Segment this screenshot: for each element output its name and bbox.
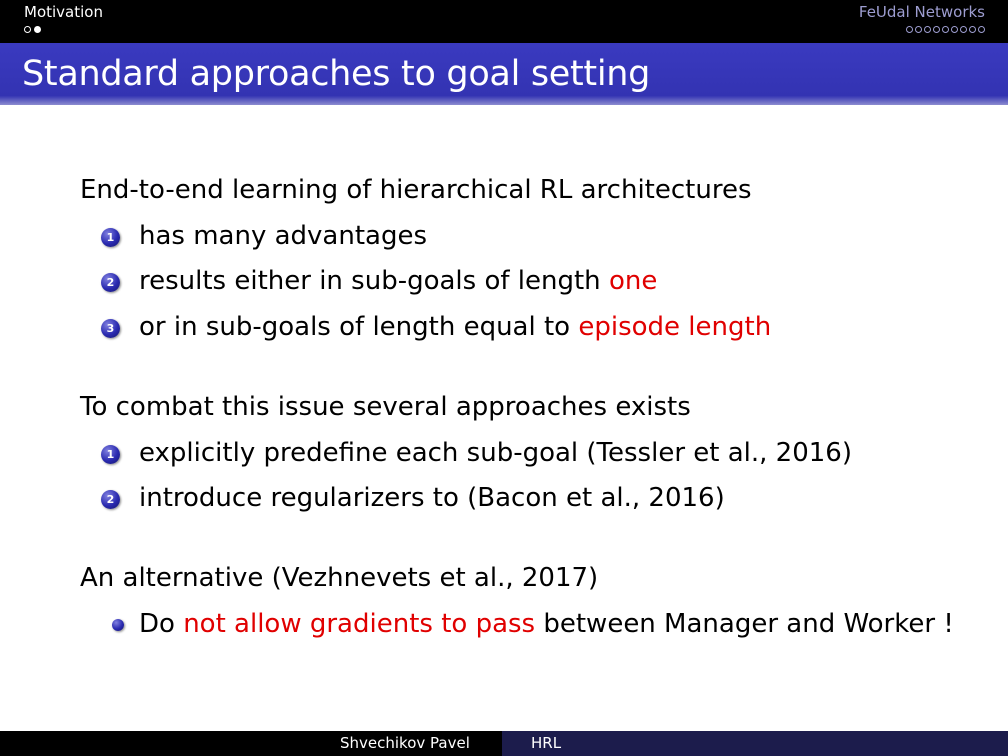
bullet-marker [112, 619, 124, 631]
list-item-text: results either in sub-goals of length [139, 266, 609, 296]
highlight-text: episode length [578, 312, 772, 342]
footer-author: Shvechikov Pavel [340, 734, 470, 752]
frame-dot[interactable] [933, 26, 940, 33]
frame-dot[interactable] [24, 26, 31, 33]
list-item-text: between Manager and Worker ! [535, 609, 954, 639]
footer-topic-box [502, 731, 1008, 756]
enum-marker-1: 1 [101, 445, 120, 464]
list-item: introduce regularizers to (Bacon et al., 2016) [139, 483, 725, 513]
list-item [139, 312, 771, 342]
footer-bar [0, 731, 1008, 756]
frame-dot[interactable] [978, 26, 985, 33]
frame-dot[interactable] [951, 26, 958, 33]
nav-subsection-dots [859, 26, 985, 33]
list-item [139, 221, 427, 251]
title-bar [0, 43, 1008, 105]
enum-marker-2: 2 [101, 490, 120, 509]
frame-dot[interactable] [906, 26, 913, 33]
top-navigation-bar [0, 0, 1008, 43]
frame-dot[interactable] [969, 26, 976, 33]
list-item-text: has many advantages [139, 221, 428, 251]
list-item: explicitly predefine each sub-goal (Tessler et al., 2016) [139, 438, 852, 468]
footer-topic: HRL [531, 734, 562, 752]
nav-section-dots [24, 26, 103, 33]
slide-title: Standard approaches to goal setting [22, 54, 651, 94]
block2-intro: To combat this issue several approaches exists [80, 392, 691, 422]
highlight-text: not allow gradients to pass [183, 609, 536, 639]
nav-section-label[interactable]: Motivation [24, 3, 103, 21]
frame-dot[interactable] [915, 26, 922, 33]
highlight-text: one [608, 266, 658, 296]
frame-dot[interactable] [942, 26, 949, 33]
enum-marker-3: 3 [101, 319, 120, 338]
nav-subsection[interactable] [859, 3, 985, 33]
list-item [139, 609, 954, 639]
enum-marker-2: 2 [101, 273, 120, 292]
nav-section[interactable] [24, 3, 103, 33]
block1-intro: End-to-end learning of hierarchical RL architectures [80, 175, 752, 205]
block3-intro: An alternative (Vezhnevets et al., 2017) [80, 563, 599, 593]
frame-dot[interactable] [924, 26, 931, 33]
frame-dot[interactable] [960, 26, 967, 33]
nav-subsection-label[interactable]: FeUdal Networks [858, 3, 985, 21]
list-item [139, 266, 657, 296]
frame-dot-current[interactable] [34, 26, 41, 33]
list-item-text: or in sub-goals of length equal to [139, 312, 579, 342]
enum-marker-1: 1 [101, 228, 120, 247]
list-item-text: Do [139, 609, 184, 639]
